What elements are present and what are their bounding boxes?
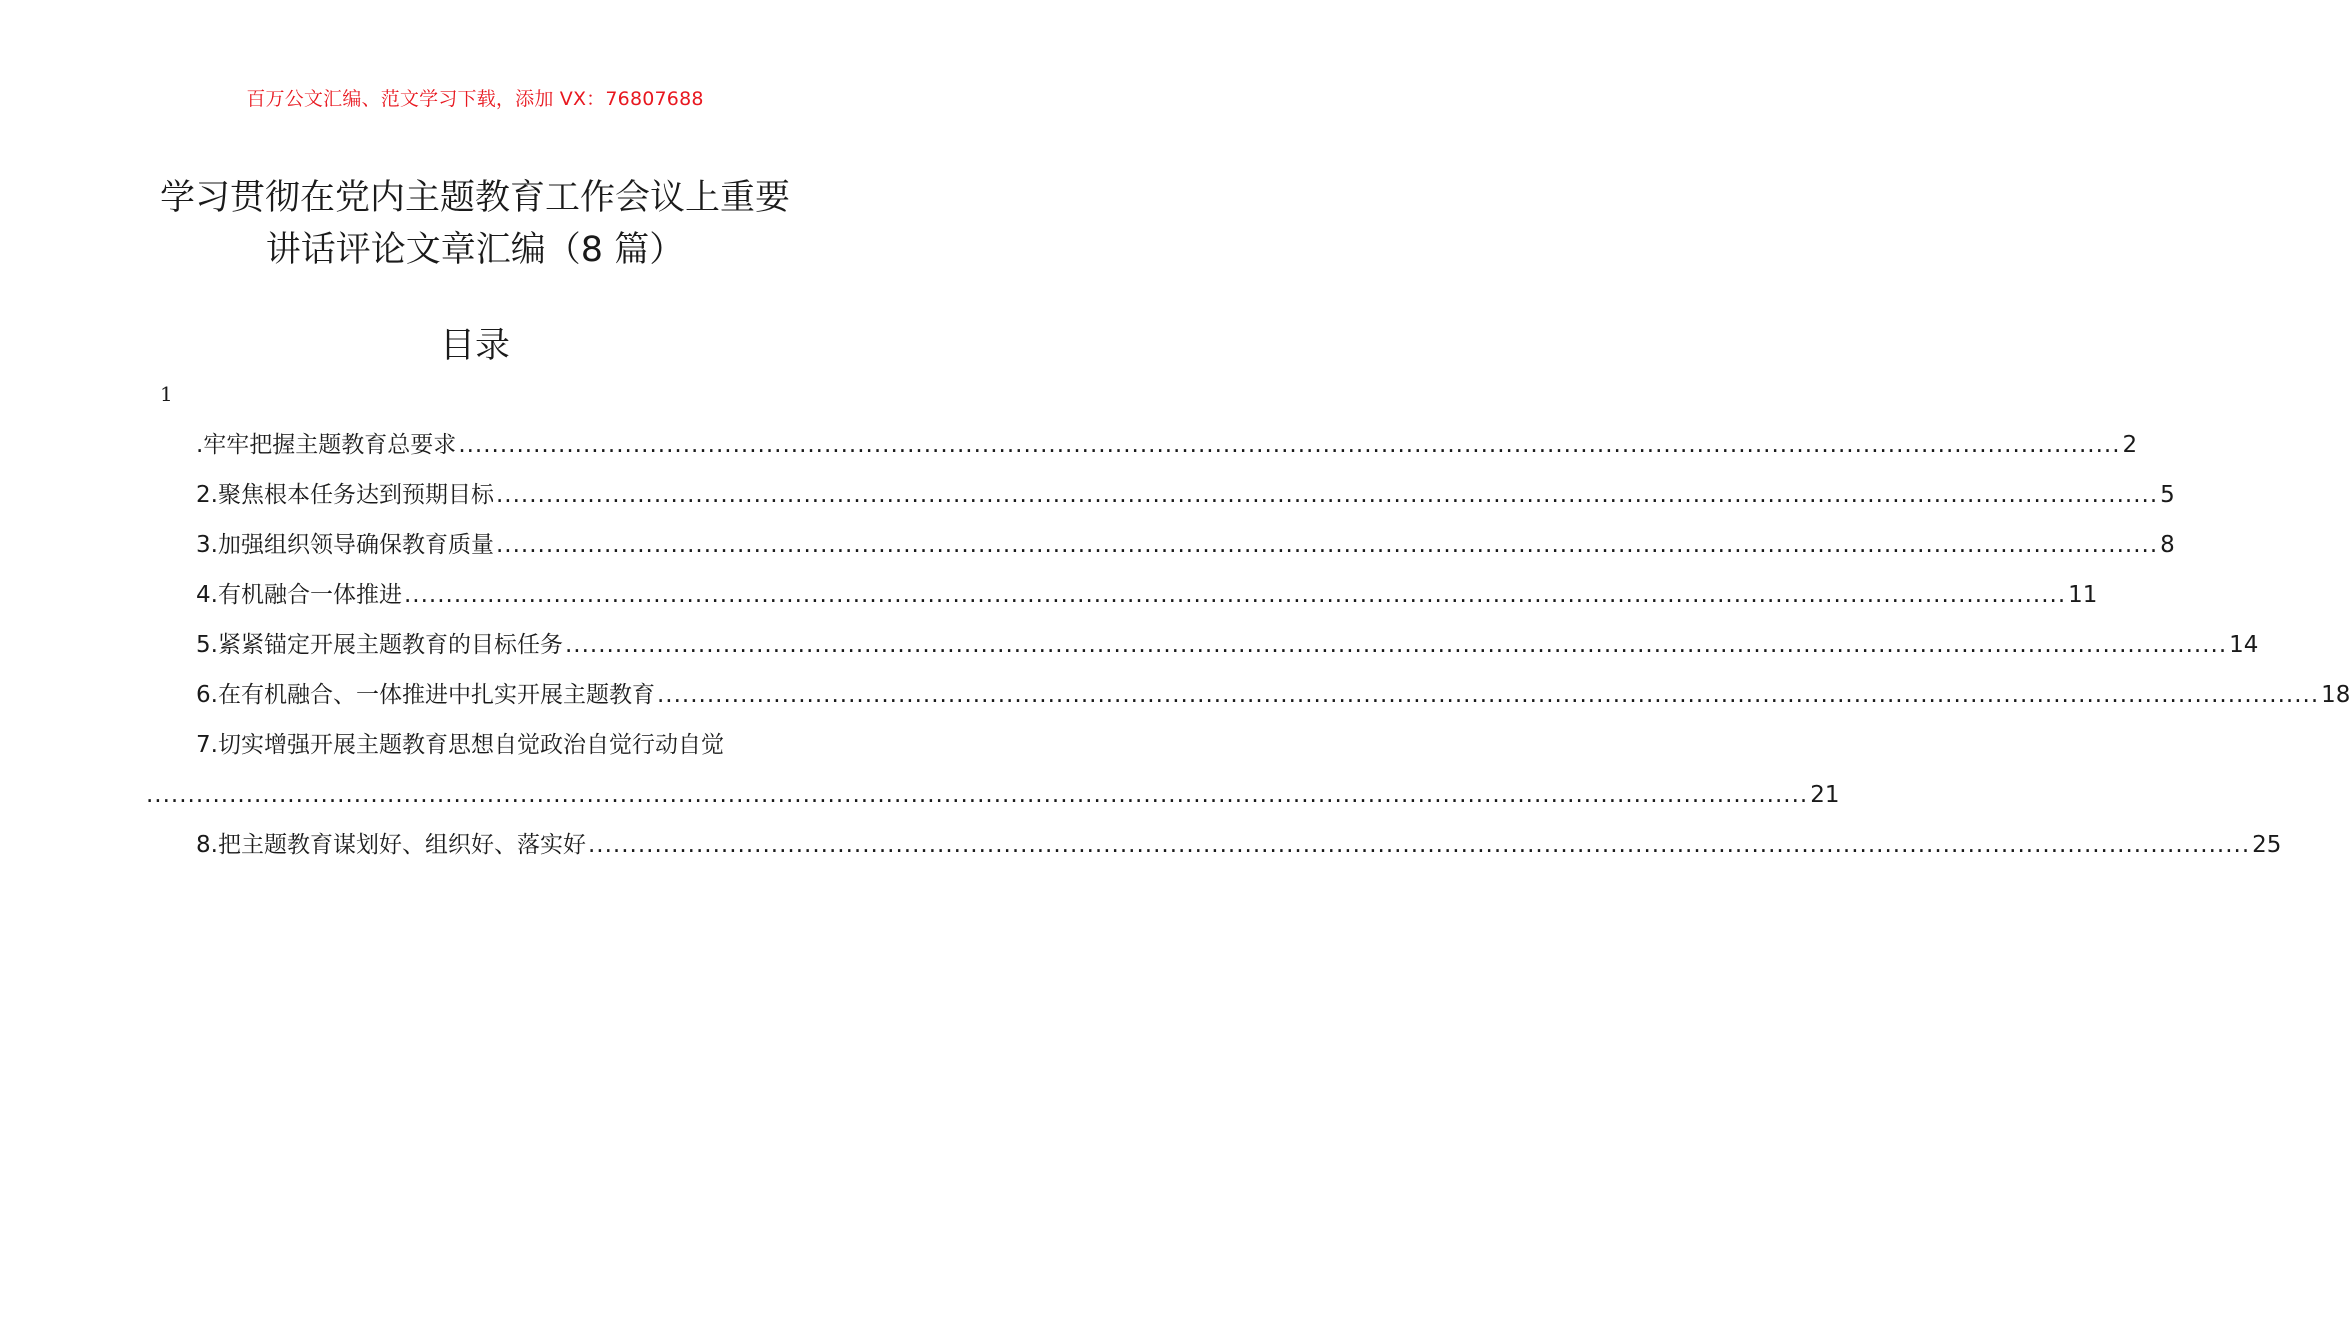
toc-entry-label: 4.有机融合一体推进 [196, 582, 402, 608]
toc-entry-label: 3.加强组织领导确保教育质量 [196, 532, 494, 558]
toc-entry-page: 14 [2229, 632, 2259, 658]
toc-dot-leader: ........................................................................................................................................................................................................ [495, 482, 2159, 508]
toc-entry-7[interactable] [146, 720, 805, 770]
stray-page-number: 1 [160, 382, 173, 406]
toc-entry-5[interactable] [146, 620, 2259, 670]
toc-entry-label: 6.在有机融合、一体推进中扎实开展主题教育 [196, 682, 655, 708]
toc-dot-leader: ........................................................................................................................................................................................................ [656, 682, 2320, 708]
toc-entry-label: 2.聚焦根本任务达到预期目标 [196, 482, 494, 508]
toc-entry-label: 8.把主题教育谋划好、组织好、落实好 [196, 832, 586, 858]
toc-entry-3[interactable] [146, 520, 2175, 570]
toc-entry-page: 18 [2321, 682, 2350, 708]
toc-entry-label: 7.切实增强开展主题教育思想自觉政治自觉行动自觉 [196, 732, 724, 758]
toc-entry-7-continuation[interactable] [146, 770, 1840, 820]
document-title-line-2: 讲话评论文章汇编（8 篇） [265, 230, 685, 270]
toc-entry-page: 11 [2068, 582, 2098, 608]
table-of-contents [146, 420, 2350, 870]
toc-entry-8[interactable] [146, 820, 2282, 870]
toc-entry-page: 25 [2252, 832, 2282, 858]
toc-entry-1[interactable] [146, 420, 2138, 470]
toc-entry-label: .牢牢把握主题教育总要求 [196, 432, 457, 458]
document-title [0, 172, 950, 276]
toc-entry-page: 8 [2160, 532, 2175, 558]
toc-entry-label: 5.紧紧锚定开展主题教育的目标任务 [196, 632, 563, 658]
toc-entry-page: 2 [2122, 432, 2138, 458]
toc-dot-leader: ........................................................................................................................................................................................................ [458, 432, 2121, 458]
toc-dot-leader: ........................................................................................................................................................................................................ [495, 532, 2159, 558]
header-note: 百万公文汇编、范文学习下载，添加 VX：76807688 [246, 88, 704, 110]
toc-dot-leader: ........................................................................................................................................................................................................ [587, 832, 2251, 858]
toc-dot-leader: ........................................................................................................................................................................................................ [564, 632, 2228, 658]
toc-entry-4[interactable] [146, 570, 2098, 620]
toc-dot-leader: ........................................................................................................................................................................................................ [146, 782, 1809, 808]
toc-entry-page: 5 [2160, 482, 2175, 508]
document-title-line-1: 学习贯彻在党内主题教育工作会议上重要 [159, 178, 790, 218]
toc-entry-2[interactable] [146, 470, 2175, 520]
toc-heading: 目录 [439, 326, 510, 366]
toc-dot-leader: ........................................................................................................................................................................................................ [403, 582, 2067, 608]
toc-entry-page: 21 [1810, 782, 1840, 808]
toc-entry-6[interactable] [146, 670, 2350, 720]
